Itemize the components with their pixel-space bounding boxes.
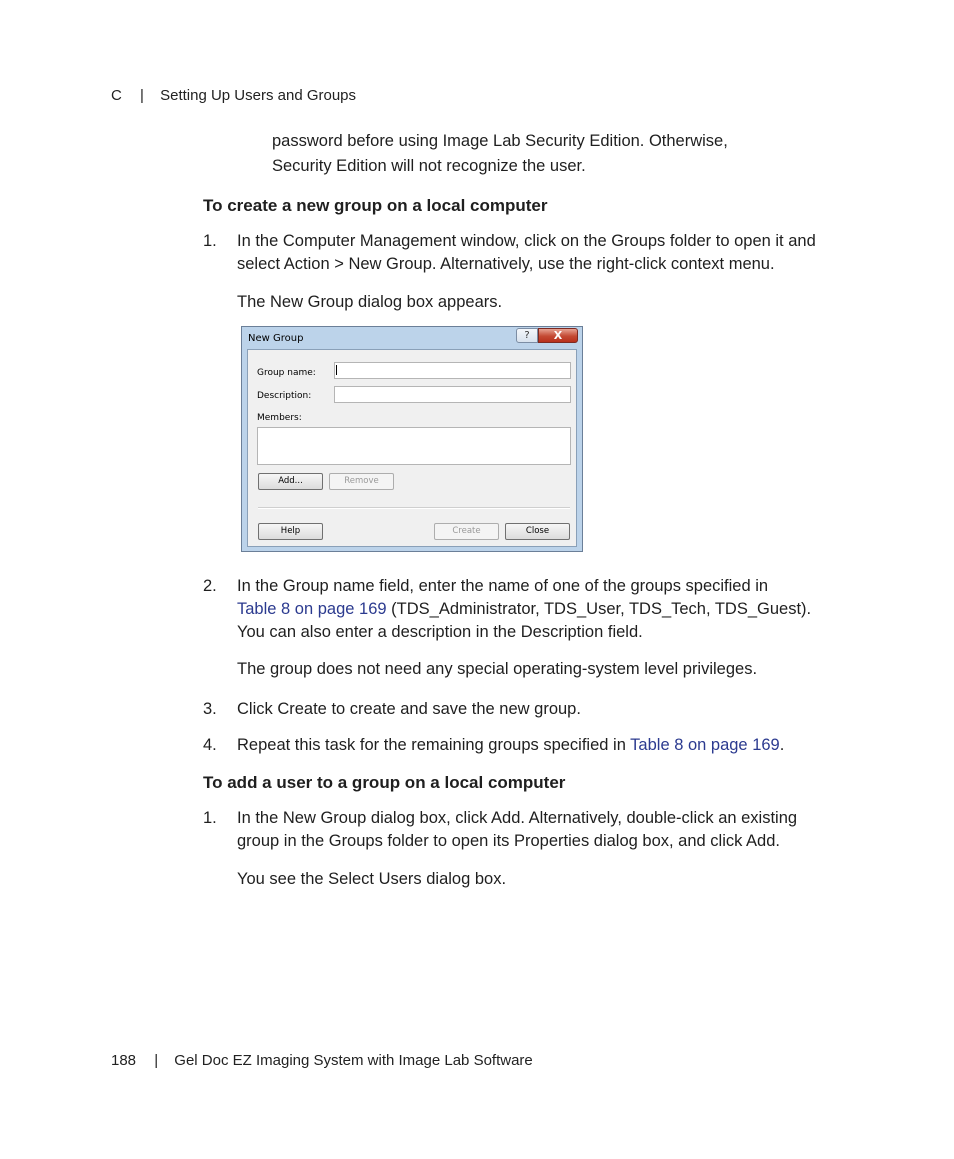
dialog-title: New Group	[248, 333, 304, 344]
close-button[interactable]: Close	[505, 523, 570, 540]
step-line: In the New Group dialog box, click Add. Alternatively, double-click an existing	[237, 809, 798, 827]
step-text-end: .	[779, 736, 785, 754]
chapter-letter: C	[111, 87, 122, 104]
group-name-input[interactable]	[334, 362, 571, 379]
step-line: In the Computer Management window, click on the Groups folder to open it and	[237, 232, 816, 250]
new-group-dialog	[241, 326, 583, 552]
intro-line-2: Security Edition will not recognize the user.	[272, 157, 586, 175]
step-text-start: Repeat this task for the remaining groups specified in	[237, 736, 631, 754]
description-label: Description:	[257, 391, 312, 401]
title-buttons	[516, 328, 578, 343]
step-number: 2.	[203, 577, 217, 595]
step-text	[237, 734, 842, 757]
footer-separator: |	[154, 1052, 159, 1069]
header-separator: |	[140, 87, 144, 104]
step-number: 3.	[203, 700, 217, 718]
chapter-title: Setting Up Users and Groups	[160, 87, 357, 104]
members-label: Members:	[257, 413, 302, 423]
create-button[interactable]: Create	[434, 523, 499, 540]
step-line: select Action > New Group. Alternatively, use the right-click context menu.	[237, 255, 775, 273]
running-footer	[111, 1052, 533, 1069]
step-line-rest: (TDS_Administrator, TDS_User, TDS_Tech, TDS_Guest).	[386, 600, 812, 618]
help-icon[interactable]: ?	[516, 328, 538, 343]
step-text	[237, 230, 842, 276]
step-text	[237, 807, 842, 853]
description-input[interactable]	[334, 386, 571, 403]
text-caret	[336, 365, 337, 375]
step-line	[237, 598, 842, 621]
table-8-link[interactable]: Table 8 on page 169	[630, 736, 780, 754]
dialog-divider	[258, 507, 570, 509]
step-line: group in the Groups folder to open its Properties dialog box, and click Add.	[237, 832, 780, 850]
close-icon[interactable]: X	[538, 328, 578, 343]
step-number: 1.	[203, 232, 217, 250]
page-number: 188	[111, 1052, 137, 1069]
section-heading-add-user: To add a user to a group on a local computer	[203, 773, 566, 792]
members-list[interactable]	[257, 427, 571, 465]
group-name-label: Group name:	[257, 368, 316, 378]
step-note: The group does not need any special operating-system level privileges.	[237, 660, 758, 678]
step-line: In the Group name field, enter the name of one of the groups specified in	[237, 577, 769, 595]
add-button[interactable]: Add...	[258, 473, 323, 490]
step-text: Click Create to create and save the new group.	[237, 700, 581, 718]
step-line: You can also enter a description in the Description field.	[237, 623, 643, 641]
book-title: Gel Doc EZ Imaging System with Image Lab Software	[174, 1052, 533, 1069]
dialog-client-area	[247, 349, 577, 547]
step-text	[237, 575, 842, 644]
intro-line-1: password before using Image Lab Security Edition. Otherwise,	[272, 132, 728, 150]
step-note: The New Group dialog box appears.	[237, 293, 503, 311]
step-number: 4.	[203, 736, 217, 754]
help-button[interactable]: Help	[258, 523, 323, 540]
remove-button[interactable]: Remove	[329, 473, 394, 490]
step-note: You see the Select Users dialog box.	[237, 870, 507, 888]
step-number: 1.	[203, 809, 217, 827]
table-8-link[interactable]: Table 8 on page 169	[237, 600, 387, 618]
section-heading-create-group: To create a new group on a local computer	[203, 196, 548, 215]
running-header	[111, 87, 356, 104]
